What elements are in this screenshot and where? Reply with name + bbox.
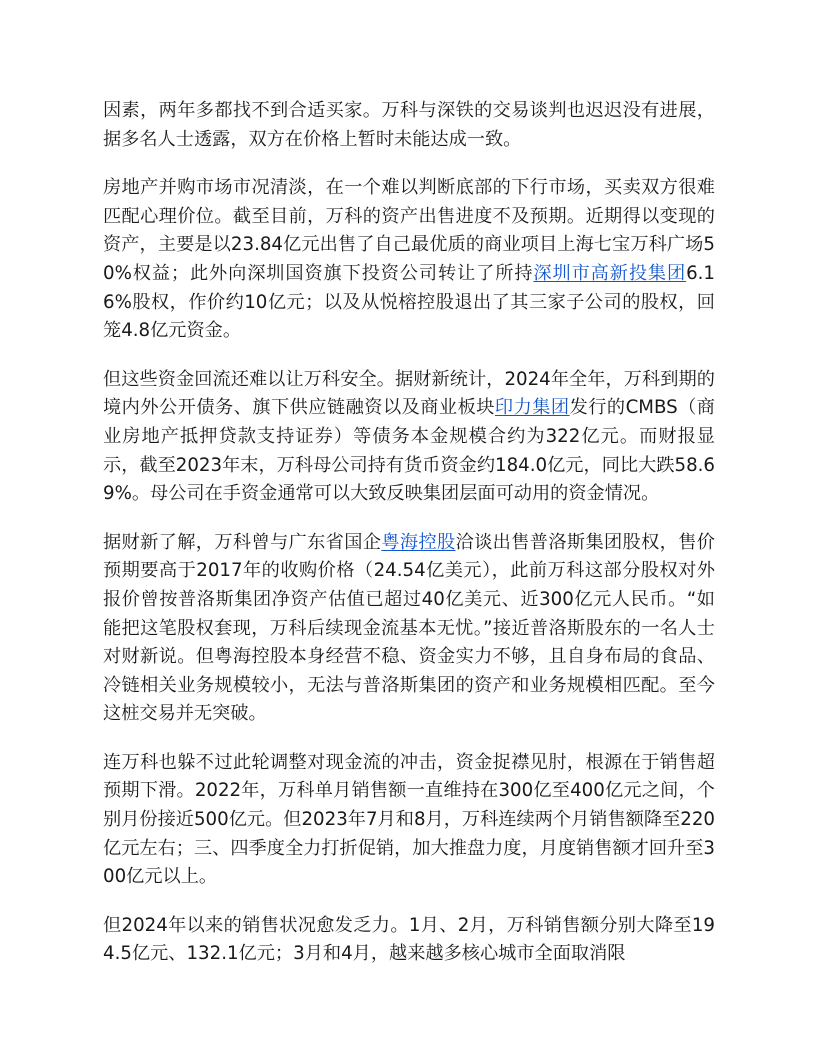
link-yinli-group[interactable]: 印力集团 [494,397,570,419]
paragraph-4 [103,529,715,729]
paragraph-text: 但2024年以来的销售状况愈发乏力。1月、2月，万科销售额分别大降至194.5亿元、132.1亿元；3月和4月，越来越多核心城市全面取消限 [103,914,715,965]
document-page [103,97,715,989]
paragraph-2 [103,174,715,346]
paragraph-6 [103,912,715,969]
paragraph-3 [103,366,715,509]
paragraph-text: 洽谈出售普洛斯集团股权，售价预期要高于2017年的收购价格（24.54亿美元），此前万科这部分股权对外报价曾按普洛斯集团净资产估值已超过40亿美元、近300亿元人民币。“如能把这笔股权套现，万科后续现金流基本无忧。”接近普洛斯股东的一名人士对财新说。但粤海控股本身经营不稳、资金实力不够，且自身布局的食品、冷链相关业务规模较小，无法与普洛斯集团的资产和业务规模相匹配。至今这桩交易并无突破。 [103,531,715,725]
paragraph-5 [103,749,715,892]
paragraph-text: 6.16%股权，作价约10亿元；以及从悦榕控股退出了其三家子公司的股权，回笼4.8亿元资金。 [103,262,715,342]
link-shenzhen-gaoxintou[interactable]: 深圳市高新投集团 [533,262,687,284]
link-yuehai-holdings[interactable]: 粤海控股 [381,531,456,553]
paragraph-text: 但这些资金回流还难以让万科安全。据财新统计，2024年全年，万科到期的境内外公开债务、旗下供应链融资以及商业板块 [103,368,715,419]
paragraph-text: 连万科也躲不过此轮调整对现金流的冲击，资金捉襟见肘，根源在于销售超预期下滑。2022年，万科单月销售额一直维持在300亿至400亿元之间，个别月份接近500亿元。但2023年7月和8月，万科连续两个月销售额降至220亿元左右；三、四季度全力打折促销，加大推盘力度，月度销售额才回升至300亿元以上。 [103,751,715,888]
paragraph-text: 房地产并购市场市况清淡，在一个难以判断底部的下行市场，买卖双方很难匹配心理价位。截至目前，万科的资产出售进度不及预期。近期得以变现的资产，主要是以23.84亿元出售了自己最优质的商业项目上海七宝万科广场50%权益；此外向深圳国资旗下投资公司转让了所持 [103,177,715,284]
paragraph-1 [103,97,715,154]
paragraph-text: 发行的CMBS（商业房地产抵押贷款支持证券）等债务本金规模合约为322亿元。而财报显示，截至2023年末，万科母公司持有货币资金约184.0亿元，同比大跌58.69%。母公司在手资金通常可以大致反映集团层面可动用的资金情况。 [103,397,715,505]
paragraph-text: 据财新了解，万科曾与广东省国企 [103,531,382,553]
paragraph-text: 因素，两年多都找不到合适买家。万科与深铁的交易谈判也迟迟没有进展，据多名人士透露，双方在价格上暂时未能达成一致。 [103,100,715,150]
